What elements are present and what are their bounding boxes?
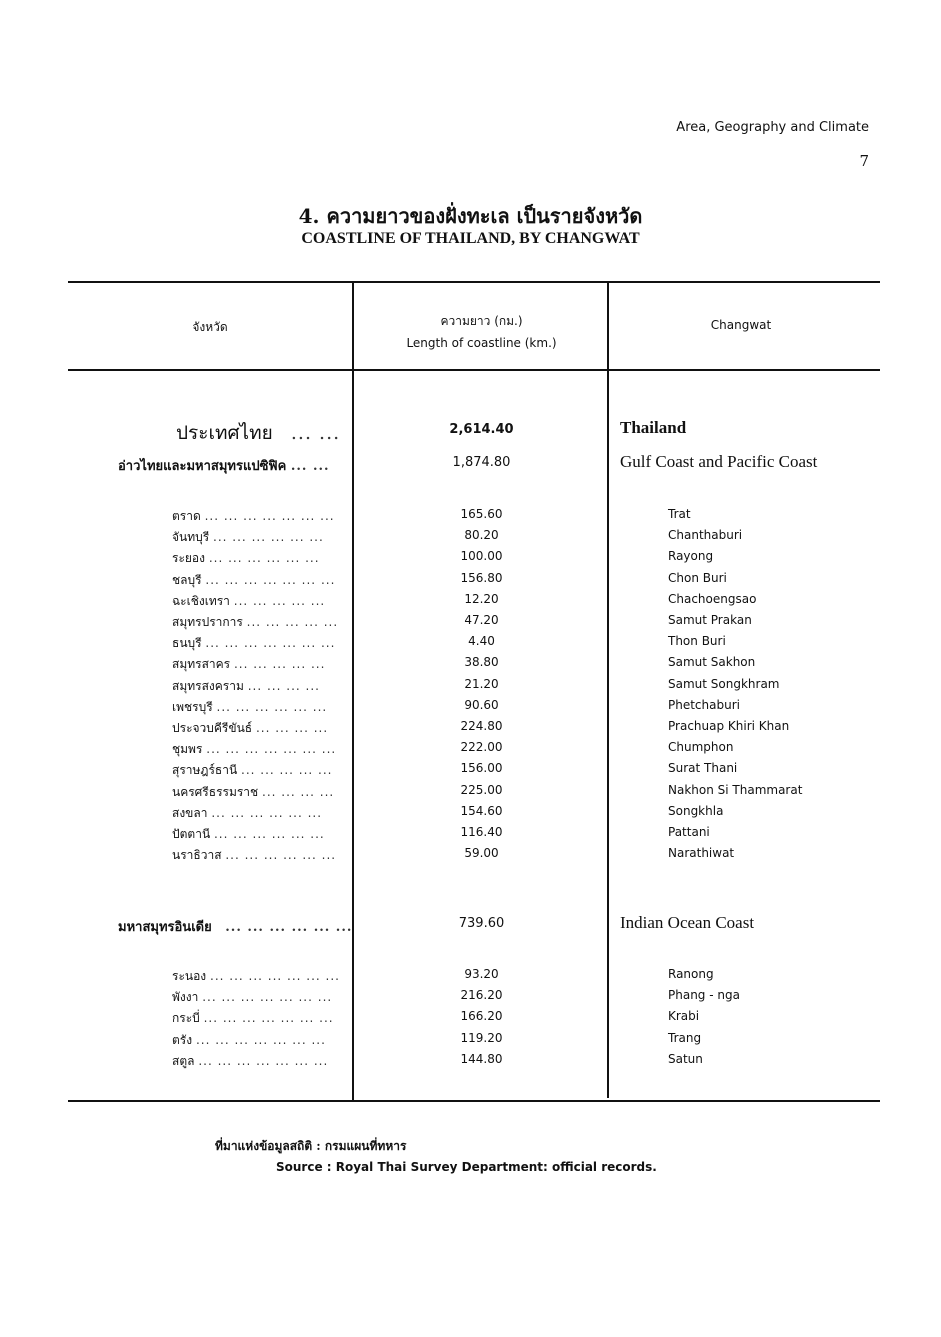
row-value: 154.60 [460, 803, 503, 818]
source-note-english: Source : Royal Thai Survey Department: official records. [276, 1160, 657, 1174]
row-thai-name: อ่าวไทยและมหาสมุทรแปซิฟิค ... ... [118, 459, 330, 474]
row-thai-name: เพชรบุรี ... ... ... ... ... ... [172, 699, 328, 714]
table-row [68, 719, 872, 740]
row-value: 93.20 [464, 967, 499, 981]
row-thai-name: สงขลา ... ... ... ... ... ... [172, 805, 323, 820]
row-thai-name: ประเทศไทย ... ... [176, 422, 341, 444]
table-bottom-rule [68, 1100, 880, 1102]
row-value: 144.80 [460, 1051, 503, 1066]
row-thai-name: สุราษฎร์ธานี ... ... ... ... ... [172, 763, 333, 778]
row-english-name: Samut Sakhon [668, 655, 756, 670]
row-english-name: Rayong [668, 549, 714, 564]
row-english-name: Pattani [668, 825, 710, 839]
row-english-name: Ranong [668, 967, 714, 981]
row-value: 90.60 [464, 697, 499, 712]
row-english-name: Chumphon [668, 740, 734, 755]
row-value: 216.20 [460, 988, 503, 1003]
row-value: 59.00 [464, 846, 499, 861]
table-row [68, 1031, 872, 1052]
table-top-rule [68, 281, 880, 283]
row-english-name: Samut Songkhram [668, 676, 780, 691]
table-row [68, 698, 872, 719]
table-row [68, 740, 872, 761]
row-value: 222.00 [460, 740, 503, 755]
row-value: 156.00 [460, 761, 503, 776]
row-english-name: Prachuap Khiri Khan [668, 719, 790, 733]
row-thai-name: นครศรีธรรมราช ... ... ... ... [172, 784, 335, 799]
row-english-name: Nakhon Si Thammarat [668, 782, 803, 797]
row-english-name: Samut Prakan [668, 613, 752, 627]
row-english-name: Phang - nga [668, 988, 740, 1003]
row-value: 100.00 [460, 549, 503, 564]
row-thai-name: จันทบุรี ... ... ... ... ... ... [172, 530, 324, 545]
row-thai-name: นราธิวาส ... ... ... ... ... ... [172, 848, 337, 863]
total-row-indian [68, 913, 872, 943]
running-header: Area, Geography and Climate [676, 120, 869, 135]
table-row [68, 846, 872, 867]
row-english-name: Krabi [668, 1009, 700, 1024]
table-row [68, 677, 872, 698]
row-value: 116.40 [460, 825, 503, 839]
table-row [68, 571, 872, 592]
row-thai-name: ธนบุรี ... ... ... ... ... ... ... [172, 636, 336, 651]
table-row [68, 761, 872, 782]
column-header-length-thai: ความยาว (กม.) [440, 314, 523, 328]
row-value: 165.60 [460, 507, 503, 521]
table-row [68, 804, 872, 825]
row-value: 4.40 [468, 634, 495, 649]
row-value: 38.80 [464, 655, 499, 670]
row-thai-name: ระนอง ... ... ... ... ... ... ... [172, 969, 340, 983]
table-row [68, 528, 872, 549]
row-value: 47.20 [464, 613, 499, 627]
row-value: 166.20 [460, 1009, 503, 1024]
column-header-length-english: Length of coastline (km.) [406, 336, 557, 350]
table-row [68, 592, 872, 613]
table-row [68, 507, 872, 528]
row-value: 2,614.40 [449, 422, 514, 437]
row-english-name: Satun [668, 1051, 703, 1066]
row-thai-name: ชลบุรี ... ... ... ... ... ... ... [172, 572, 336, 587]
row-english-name: Thailand [620, 418, 687, 437]
table-row [68, 1052, 872, 1073]
source-note-thai: ที่มาแห่งข้อมูลสถิติ : กรมแผนที่ทหาร [215, 1139, 407, 1153]
row-thai-name: สมุทรปราการ ... ... ... ... ... [172, 615, 339, 629]
row-english-name: Thon Buri [668, 634, 726, 649]
row-english-name: Narathiwat [668, 846, 735, 861]
table-row [68, 613, 872, 634]
table-row [68, 825, 872, 846]
row-english-name: Surat Thani [668, 761, 738, 776]
row-english-name: Chon Buri [668, 570, 727, 585]
row-value: 1,874.80 [452, 455, 511, 470]
row-thai-name: ชุมพร ... ... ... ... ... ... ... [172, 742, 337, 757]
row-thai-name: กระบี่ ... ... ... ... ... ... ... [172, 1011, 334, 1026]
row-english-name: Trat [668, 507, 691, 521]
row-thai-name: ปัตตานี ... ... ... ... ... ... [172, 827, 325, 841]
row-value: 21.20 [464, 676, 499, 691]
table-row [68, 783, 872, 804]
row-value: 156.80 [460, 570, 503, 585]
row-thai-name: ระยอง ... ... ... ... ... ... [172, 551, 320, 566]
column-header-thai: จังหวัด [192, 320, 228, 334]
row-english-name: Songkhla [668, 803, 724, 818]
column-header-english: Changwat [710, 318, 772, 332]
row-english-name: Indian Ocean Coast [620, 913, 755, 932]
row-english-name: Trang [668, 1030, 702, 1045]
row-english-name: Phetchaburi [668, 697, 740, 712]
row-value: 224.80 [460, 719, 503, 733]
row-thai-name: ฉะเชิงเทรา ... ... ... ... ... [172, 593, 326, 608]
row-thai-name: พังงา ... ... ... ... ... ... ... [172, 990, 333, 1005]
table-row [68, 549, 872, 570]
row-thai-name: ตราด ... ... ... ... ... ... ... [172, 509, 335, 523]
table-row [68, 655, 872, 676]
row-thai-name: มหาสมุทรอินเดีย ... ... ... ... ... ... [118, 920, 353, 935]
row-thai-name: ตรัง ... ... ... ... ... ... ... [172, 1032, 326, 1047]
table-row [68, 967, 872, 988]
row-thai-name: สมุทรสงคราม ... ... ... ... [172, 678, 320, 693]
column-header-length [355, 310, 608, 354]
row-value: 739.60 [458, 916, 505, 931]
row-english-name: Gulf Coast and Pacific Coast [620, 452, 818, 471]
total-row-gulf [68, 452, 872, 482]
total-row-thailand [68, 418, 872, 448]
row-english-name: Chanthaburi [668, 528, 743, 543]
row-thai-name: ประจวบคีรีขันธ์ ... ... ... ... [172, 721, 329, 735]
table-title-thai: 4. ความยาวของฝั่งทะเล เป็นรายจังหวัด [298, 204, 643, 228]
table-title-english: COASTLINE OF THAILAND, BY CHANGWAT [301, 230, 640, 247]
row-english-name: Chachoengsao [668, 591, 757, 606]
row-value: 119.20 [460, 1030, 503, 1045]
page-number: 7 [859, 152, 869, 170]
row-thai-name: สตูล ... ... ... ... ... ... ... [172, 1053, 329, 1068]
row-value: 12.20 [464, 591, 499, 606]
table-row [68, 988, 872, 1009]
row-value: 225.00 [460, 782, 503, 797]
table-row [68, 1009, 872, 1030]
row-value: 80.20 [464, 528, 499, 543]
row-thai-name: สมุทรสาคร ... ... ... ... ... [172, 657, 326, 672]
header-bottom-rule [68, 369, 880, 371]
table-row [68, 634, 872, 655]
